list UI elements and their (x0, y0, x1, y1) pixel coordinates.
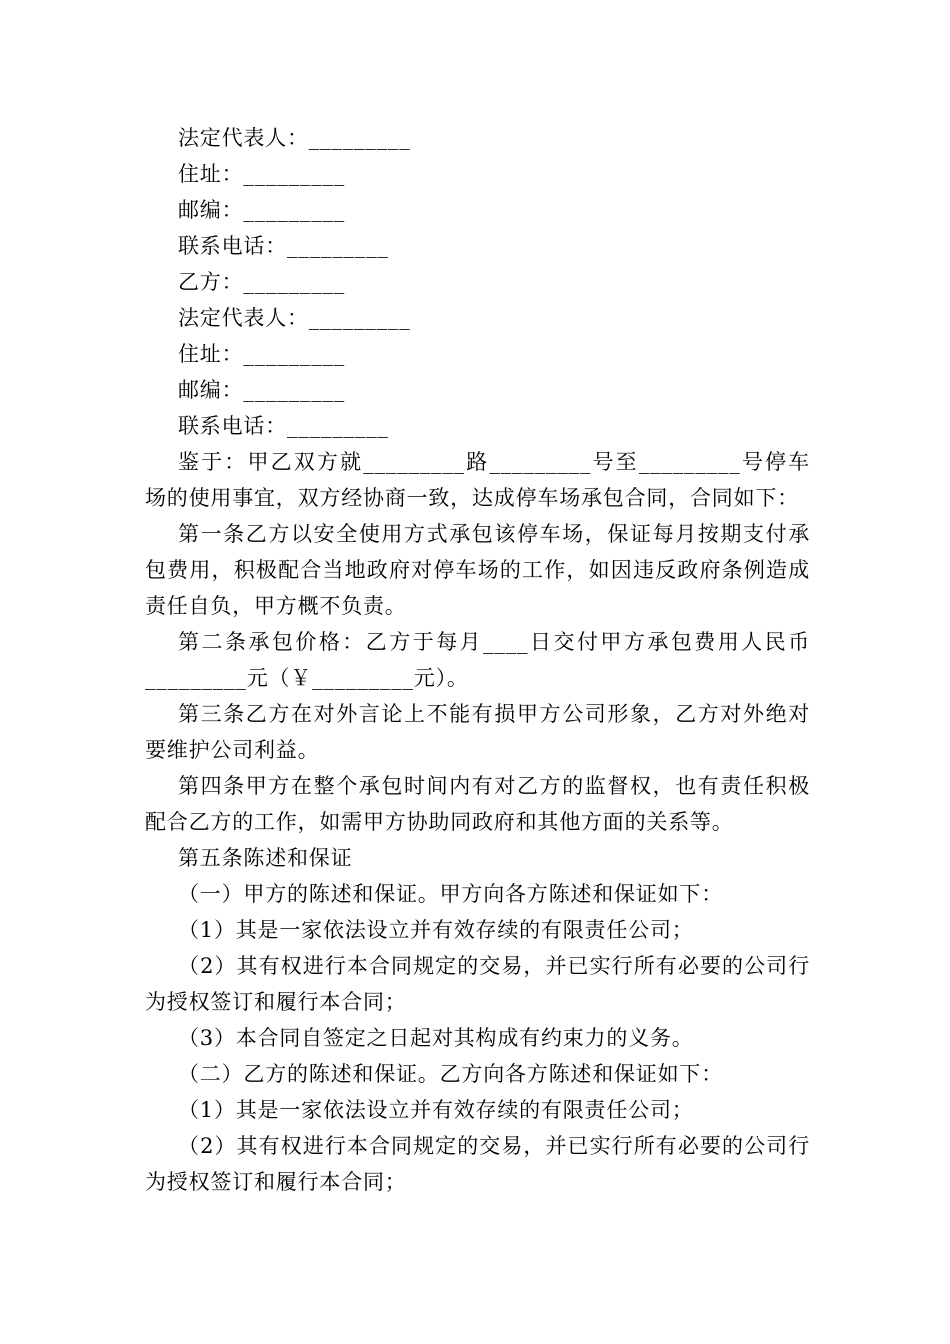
party-a-reps-item-2: （2）其有权进行本合同规定的交易，并已实行所有必要的公司行为授权签订和履行本合同； (145, 954, 810, 1014)
party-b-address: 住址：_________ (178, 342, 346, 366)
article-5-heading: 第五条陈述和保证 (178, 846, 353, 870)
party-a-phone: 联系电话：_________ (178, 234, 389, 258)
party-b-postcode: 邮编：_________ (178, 378, 346, 402)
party-a-legal-rep: 法定代表人：_________ (178, 126, 411, 150)
party-a-reps-item-1: （1）其是一家依法设立并有效存续的有限责任公司； (178, 918, 694, 942)
party-b-phone: 联系电话：_________ (178, 414, 389, 438)
article-4: 第四条甲方在整个承包时间内有对乙方的监督权，也有责任积极配合乙方的工作，如需甲方协助同政府和其他方面的关系等。 (145, 774, 810, 834)
party-a-reps-item-3: （3）本合同自签定之日起对其构成有约束力的义务。 (178, 1026, 694, 1050)
party-a-reps-heading: （一）甲方的陈述和保证。甲方向各方陈述和保证如下： (178, 882, 723, 906)
party-b-name: 乙方：_________ (178, 270, 346, 294)
party-b-reps-heading: （二）乙方的陈述和保证。乙方向各方陈述和保证如下： (178, 1062, 723, 1086)
article-2: 第二条承包价格：乙方于每月____日交付甲方承包费用人民币_________元（￥_________元）。 (145, 630, 810, 690)
party-b-reps-item-1: （1）其是一家依法设立并有效存续的有限责任公司； (178, 1098, 694, 1122)
party-a-address: 住址：_________ (178, 162, 346, 186)
party-a-postcode: 邮编：_________ (178, 198, 346, 222)
article-3: 第三条乙方在对外言论上不能有损甲方公司形象，乙方对外绝对要维护公司利益。 (145, 702, 810, 762)
party-b-reps-item-2: （2）其有权进行本合同规定的交易，并已实行所有必要的公司行为授权签订和履行本合同； (145, 1134, 810, 1194)
contract-body (145, 120, 810, 1200)
party-b-legal-rep: 法定代表人：_________ (178, 306, 411, 330)
article-1: 第一条乙方以安全使用方式承包该停车场，保证每月按期支付承包费用，积极配合当地政府对停车场的工作，如因违反政府条例造成责任自负，甲方概不负责。 (145, 522, 810, 618)
preamble-paragraph: 鉴于：甲乙双方就_________路_________号至_________号停车场的使用事宜，双方经协商一致，达成停车场承包合同，合同如下： (145, 450, 810, 510)
